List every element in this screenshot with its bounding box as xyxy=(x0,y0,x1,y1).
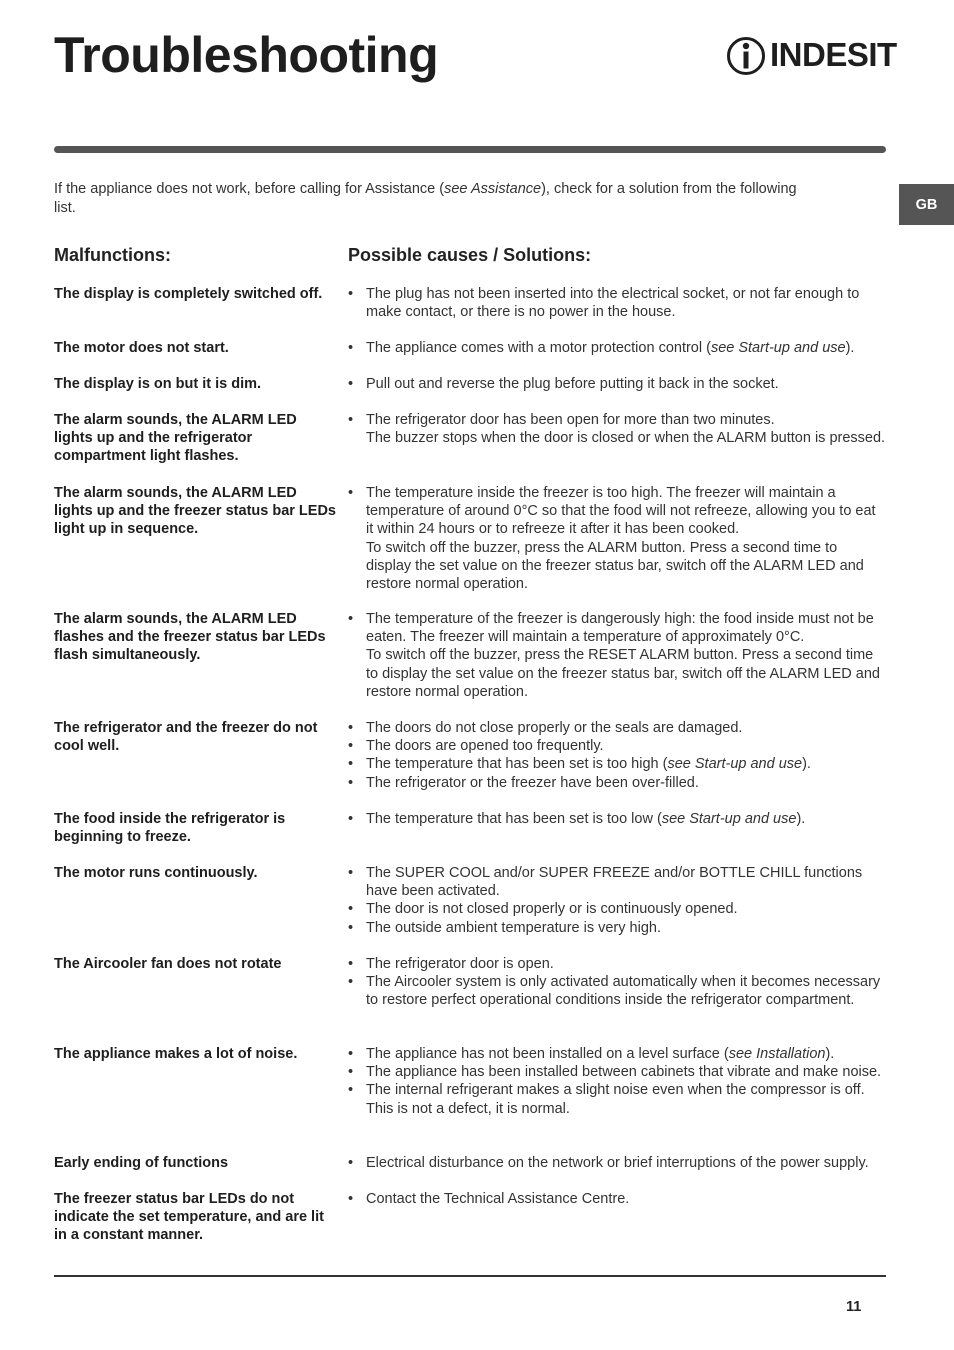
intro-reference: see Assistance xyxy=(444,181,542,197)
bullet-icon: • xyxy=(348,376,354,392)
intro-post: ), check for a solution from the following list. xyxy=(54,181,797,216)
solution-item xyxy=(348,973,886,1009)
bullet-icon: • xyxy=(348,1191,354,1207)
solution-reference: see Start-up and use xyxy=(661,811,797,827)
malfunction-label: The Aircooler fan does not rotate xyxy=(54,956,282,972)
solution-text: The doors do not close properly or the seals are damaged. xyxy=(366,720,743,736)
malfunction-label: The alarm sounds, the ALARM LED lights up and the freezer status bar LEDs light up in sequence. xyxy=(54,485,336,538)
malfunction-label: Early ending of functions xyxy=(54,1155,229,1171)
solution-note: The buzzer stops when the door is closed or when the ALARM button is pressed. xyxy=(366,430,886,447)
solution-item xyxy=(348,737,886,755)
bullet-icon: • xyxy=(348,1155,354,1171)
malfunction-label: The alarm sounds, the ALARM LED lights up and the refrigerator compartment light flashes. xyxy=(54,412,297,465)
solution-list xyxy=(348,610,886,701)
solution-item xyxy=(348,285,886,321)
solution-item xyxy=(348,484,886,593)
solution-text: Pull out and reverse the plug before putting it back in the socket. xyxy=(366,376,779,392)
bullet-icon: • xyxy=(348,611,354,627)
solution-text: The refrigerator or the freezer have been over-filled. xyxy=(366,774,699,791)
solution-text: The refrigerator door is open. xyxy=(366,956,554,972)
solution-text-end: ). xyxy=(845,340,855,356)
indesit-logo xyxy=(726,34,897,78)
malfunction-label: The appliance makes a lot of noise. xyxy=(54,1046,298,1062)
malfunction-label: The display is completely switched off. xyxy=(54,286,323,302)
solution-text: The temperature that has been set is too high ( xyxy=(366,756,668,773)
malfunction-label: The motor does not start. xyxy=(54,340,229,356)
solution-text: The temperature inside the freezer is too high. The freezer will maintain a temperature of around 0°C so that the food will not refreeze, allowing you to eat it within 24 hours or to refreeze it after it has been cooked. xyxy=(366,485,876,538)
solution-list xyxy=(348,1045,886,1118)
solution-text: The SUPER COOL and/or SUPER FREEZE and/or BOTTLE CHILL functions have been activated. xyxy=(366,865,863,900)
solution-item xyxy=(348,755,886,773)
page-number: 11 xyxy=(846,1299,862,1315)
solutions-heading: Possible causes / Solutions: xyxy=(348,245,592,265)
bullet-icon: • xyxy=(348,919,354,936)
solution-text: The temperature that has been set is too low ( xyxy=(366,811,662,827)
solution-reference: see Start-up and use xyxy=(710,340,846,356)
solution-list xyxy=(348,339,886,357)
solution-item xyxy=(348,900,886,918)
solution-text-end: ). xyxy=(802,756,811,773)
bullet-icon: • xyxy=(348,738,354,755)
solution-text: The appliance has not been installed on a level surface ( xyxy=(366,1046,729,1062)
solution-text: The temperature of the freezer is dangerously high: the food inside must not be eaten. The freezer will maintain a temperature of approximately 0°C. xyxy=(366,611,874,646)
solution-list xyxy=(348,484,886,593)
malfunction-label: The motor runs continuously. xyxy=(54,865,258,881)
malfunction-label: The food inside the refrigerator is beginning to freeze. xyxy=(54,811,286,846)
solution-list xyxy=(348,375,886,393)
solution-list xyxy=(348,285,886,321)
solution-text: The door is not closed properly or is continuously opened. xyxy=(366,901,738,918)
page-title: Troubleshooting xyxy=(54,27,439,83)
solution-text: The appliance comes with a motor protection control ( xyxy=(366,340,711,356)
bullet-icon: • xyxy=(348,756,354,773)
solution-item xyxy=(348,919,886,937)
solution-text-end: ). xyxy=(825,1046,835,1062)
header-rule xyxy=(54,146,886,153)
bullet-icon: • xyxy=(348,865,354,881)
solution-item xyxy=(348,810,886,828)
solution-item xyxy=(348,719,886,737)
solution-text: The doors are opened too frequently. xyxy=(366,738,604,755)
solution-text: Contact the Technical Assistance Centre. xyxy=(366,1191,630,1207)
bullet-icon: • xyxy=(348,901,354,918)
bullet-icon: • xyxy=(348,956,354,972)
brand-wordmark: INDESIT xyxy=(770,36,897,73)
bullet-icon: • xyxy=(348,1082,354,1099)
solution-list xyxy=(348,1154,886,1172)
malfunction-label: The display is on but it is dim. xyxy=(54,376,262,392)
solution-item xyxy=(348,411,886,447)
solution-list xyxy=(348,810,886,828)
bullet-icon: • xyxy=(348,340,354,356)
solution-item xyxy=(348,375,886,393)
solution-reference: see Installation xyxy=(728,1046,826,1062)
bullet-icon: • xyxy=(348,1046,354,1062)
bullet-icon: • xyxy=(348,412,354,428)
solution-item xyxy=(348,1063,886,1081)
solution-list xyxy=(348,719,886,792)
solution-list xyxy=(348,1190,886,1208)
bullet-icon: • xyxy=(348,774,354,791)
intro-pre: If the appliance does not work, before calling for Assistance ( xyxy=(54,181,445,197)
solution-item xyxy=(348,864,886,900)
solution-text: The appliance has been installed between cabinets that vibrate and make noise. xyxy=(366,1064,882,1081)
solution-item xyxy=(348,774,886,792)
bullet-icon: • xyxy=(348,286,354,302)
solution-list xyxy=(348,411,886,447)
solution-reference: see Start-up and use xyxy=(667,756,803,773)
malfunction-label: The freezer status bar LEDs do not indicate the set temperature, and are lit in a constant manner. xyxy=(54,1191,324,1244)
solution-item xyxy=(348,339,886,357)
solution-item xyxy=(348,1154,886,1172)
solution-item xyxy=(348,1045,886,1063)
solution-item xyxy=(348,955,886,973)
bullet-icon: • xyxy=(348,720,354,736)
solution-item xyxy=(348,1081,886,1117)
intro-text xyxy=(54,180,814,218)
solution-text: The plug has not been inserted into the electrical socket, or not far enough to make contact, or there is no power in the house. xyxy=(366,286,860,321)
solution-text: Electrical disturbance on the network or brief interruptions of the power supply. xyxy=(366,1155,869,1171)
brand-circle-icon xyxy=(726,34,766,78)
bullet-icon: • xyxy=(348,974,354,991)
solution-text-end: ). xyxy=(796,811,806,827)
solution-note: To switch off the buzzer, press the RESET ALARM button. Press a second time to display the set value on the freezer status bar, switch off the ALARM LED and restore normal operation. xyxy=(366,647,880,700)
language-tab: GB xyxy=(899,184,954,225)
malfunction-label: The alarm sounds, the ALARM LED flashes and the freezer status bar LEDs flash simultaneously. xyxy=(54,611,326,664)
solution-list xyxy=(348,864,886,937)
solution-text: The Aircooler system is only activated automatically when it becomes necessary to restore perfect operational conditions inside the refrigerator compartment. xyxy=(366,974,881,1009)
solution-list xyxy=(348,955,886,1010)
bullet-icon: • xyxy=(348,811,354,827)
solution-note: To switch off the buzzer, press the ALARM button. Press a second time to display the set value on the freezer status bar, switch off the ALARM LED and restore normal operation. xyxy=(366,539,864,593)
bullet-icon: • xyxy=(348,485,354,501)
solution-text: The outside ambient temperature is very high. xyxy=(366,919,661,936)
footer-rule xyxy=(54,1275,886,1277)
solution-text: The internal refrigerant makes a slight noise even when the compressor is off. This is not a defect, it is normal. xyxy=(366,1082,865,1117)
malfunction-label: The refrigerator and the freezer do not cool well. xyxy=(54,720,318,755)
malfunctions-heading: Malfunctions: xyxy=(54,245,171,265)
solution-item xyxy=(348,610,886,701)
solution-text: The refrigerator door has been open for more than two minutes. xyxy=(366,412,775,428)
solution-item xyxy=(348,1190,886,1208)
bullet-icon: • xyxy=(348,1064,354,1081)
